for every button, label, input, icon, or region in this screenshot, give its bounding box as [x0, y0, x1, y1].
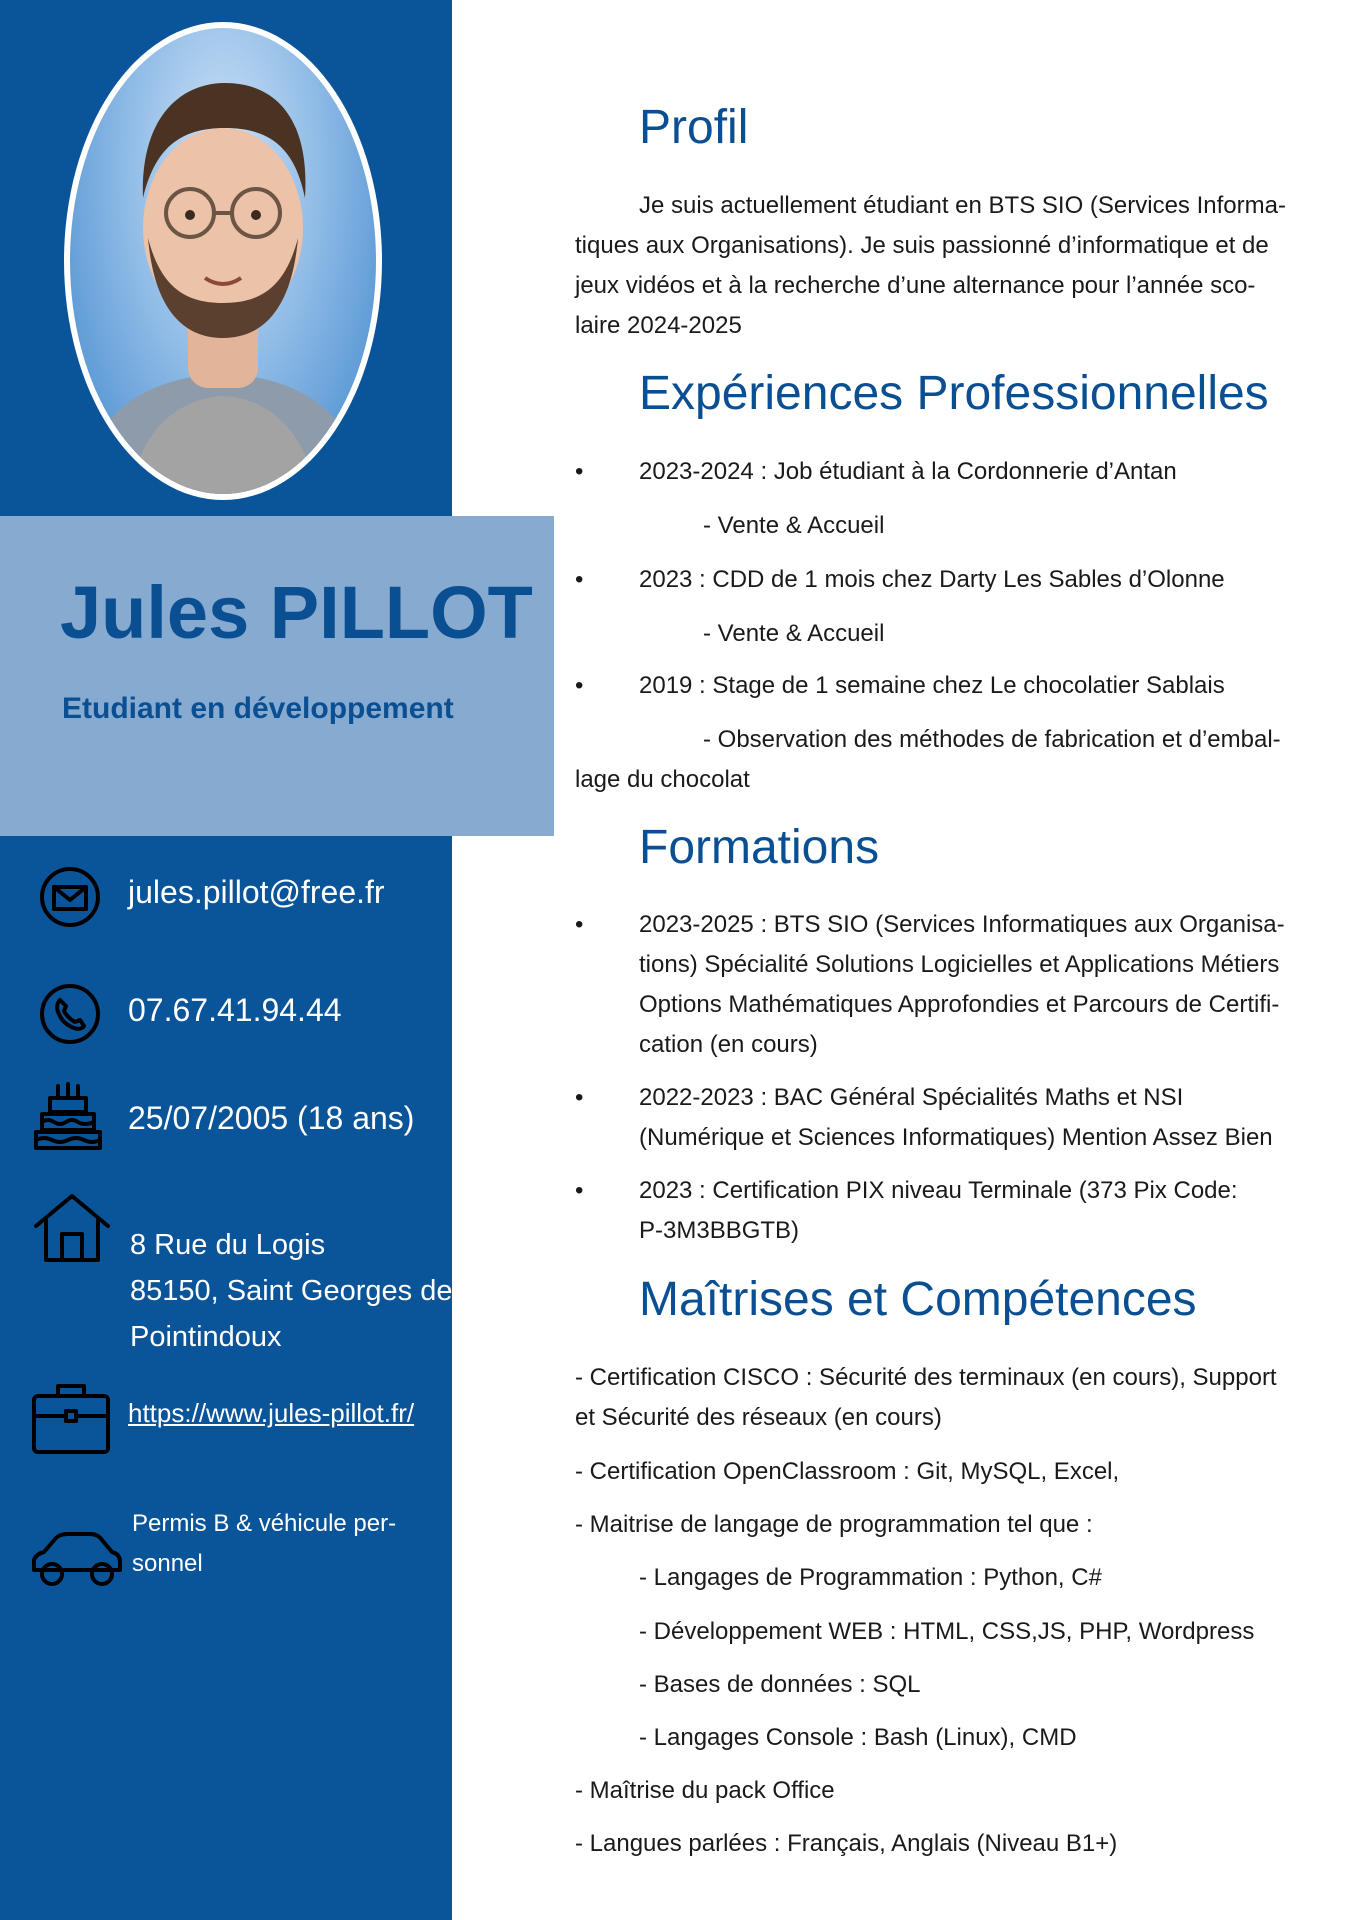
bullet: • — [575, 911, 584, 938]
experience-item-1: 2023-2024 : Job étudiant à la Cordonnerie d’Antan — [639, 458, 1177, 485]
bullet: • — [575, 566, 584, 593]
address-line-2: 85150, Saint Georges de — [130, 1275, 453, 1307]
website-link[interactable]: https://www.jules-pillot.fr/ — [128, 1398, 415, 1428]
phone-number[interactable]: 07.67.41.94.44 — [128, 992, 342, 1028]
profil-line-2: tiques aux Organisations). Je suis passionné d’informatique et de — [575, 232, 1269, 259]
car-icon — [28, 1530, 124, 1590]
competence-line-3: - Certification OpenClassroom : Git, MySQL, Excel, — [575, 1458, 1120, 1485]
section-title-profil: Profil — [639, 101, 749, 154]
competence-line-8: - Langages Console : Bash (Linux), CMD — [639, 1724, 1077, 1751]
experience-item-1-detail: - Vente & Accueil — [703, 512, 885, 539]
formation-item-3-line-1: 2023 : Certification PIX niveau Terminale (373 Pix Code: — [639, 1177, 1238, 1204]
photo-frame — [64, 22, 382, 500]
competence-line-1: - Certification CISCO : Sécurité des terminaux (en cours), Support — [575, 1364, 1277, 1391]
formation-item-1-line-1: 2023-2025 : BTS SIO (Services Informatiques aux Organisa- — [639, 911, 1285, 938]
phone-icon — [38, 982, 102, 1046]
briefcase-icon — [30, 1380, 112, 1456]
name-box — [0, 516, 554, 836]
formation-item-2-line-2: (Numérique et Sciences Informatiques) Mention Assez Bien — [639, 1124, 1273, 1151]
profil-line-3: jeux vidéos et à la recherche d’une alternance pour l’année sco- — [575, 272, 1256, 299]
bullet: • — [575, 458, 584, 485]
section-title-formations: Formations — [639, 821, 880, 874]
formation-item-2-line-1: 2022-2023 : BAC Général Spécialités Maths et NSI — [639, 1084, 1184, 1111]
experience-item-3: 2019 : Stage de 1 semaine chez Le chocolatier Sablais — [639, 672, 1225, 699]
bullet: • — [575, 672, 584, 699]
competence-line-4: - Maitrise de langage de programmation tel que : — [575, 1511, 1093, 1538]
formation-item-1-line-4: cation (en cours) — [639, 1031, 818, 1058]
profil-line-4: laire 2024-2025 — [575, 312, 742, 339]
birthday-cake-icon — [30, 1078, 106, 1154]
address-line-3: Pointindoux — [130, 1321, 282, 1353]
license-line-1: Permis B & véhicule per- — [132, 1510, 397, 1537]
address-line-1: 8 Rue du Logis — [130, 1229, 326, 1261]
competence-line-9: - Maîtrise du pack Office — [575, 1777, 835, 1804]
address — [130, 1222, 452, 1360]
competence-line-10: - Langues parlées : Français, Anglais (Niveau B1+) — [575, 1830, 1118, 1857]
experience-item-2: 2023 : CDD de 1 mois chez Darty Les Sables d’Olonne — [639, 566, 1225, 593]
competence-line-7: - Bases de données : SQL — [639, 1671, 921, 1698]
formation-item-3-line-2: P-3M3BBGTB) — [639, 1217, 800, 1244]
birth-date: 25/07/2005 (18 ans) — [128, 1100, 415, 1136]
formation-item-1-line-2: tions) Spécialité Solutions Logicielles et Applications Métiers — [639, 951, 1280, 978]
competence-line-6: - Développement WEB : HTML, CSS,JS, PHP, Wordpress — [639, 1618, 1255, 1645]
competence-line-5: - Langages de Programmation : Python, C# — [639, 1564, 1102, 1591]
section-title-competences: Maîtrises et Compétences — [639, 1273, 1197, 1326]
bullet: • — [575, 1084, 584, 1111]
experience-item-3-detail-cont: lage du chocolat — [575, 766, 750, 793]
driving-license — [132, 1504, 396, 1584]
full-name: Jules PILLOT — [60, 571, 533, 654]
section-title-experiences: Expériences Professionnelles — [639, 367, 1269, 420]
profile-photo — [70, 28, 376, 494]
competence-line-2: et Sécurité des réseaux (en cours) — [575, 1404, 942, 1431]
license-line-2: sonnel — [132, 1550, 203, 1577]
profil-line-1: Je suis actuellement étudiant en BTS SIO (Services Informa- — [639, 192, 1286, 219]
bullet: • — [575, 1177, 584, 1204]
formation-item-1-line-3: Options Mathématiques Approfondies et Parcours de Certifi- — [639, 991, 1280, 1018]
email-link[interactable]: jules.pillot@free.fr — [128, 874, 385, 910]
house-icon — [30, 1190, 114, 1266]
experience-item-2-detail: - Vente & Accueil — [703, 620, 885, 647]
job-title: Etudiant en développement — [62, 692, 454, 725]
experience-item-3-detail: - Observation des méthodes de fabrication et d’embal- — [703, 726, 1281, 753]
envelope-icon — [38, 865, 102, 929]
